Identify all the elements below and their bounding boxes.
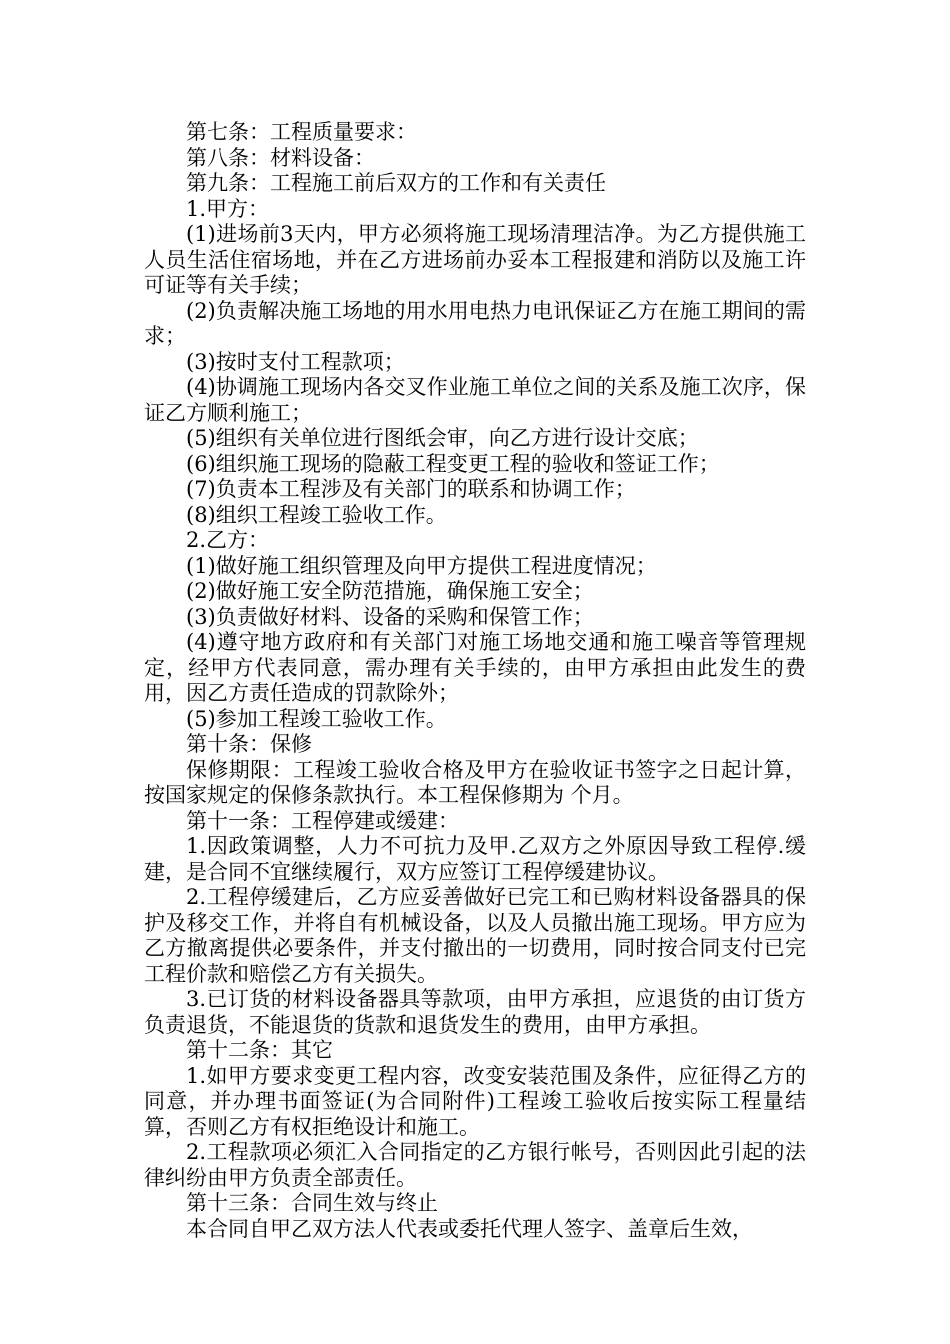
other-item-2: 2.工程款项必须汇入合同指定的乙方银行帐号，否则因此引起的法律纠纷由甲方负责全部责任。	[144, 1140, 806, 1190]
article-10-heading: 第十条：保修	[186, 732, 312, 756]
article-12-heading: 第十二条：其它	[186, 1038, 333, 1062]
party-b-item-2: (2)做好施工安全防范措施，确保施工安全；	[186, 579, 594, 603]
party-b-item-5: (5)参加工程竣工验收工作。	[186, 706, 447, 731]
party-a-item-1: (1)进场前3天内，甲方必须将施工现场清理洁净。为乙方提供施工人员生活住宿场地，并在乙方进场前办妥本工程报建和消防以及施工许可证等有关手续；	[144, 222, 806, 297]
document-body	[144, 120, 806, 1242]
article-7-heading: 第七条：工程质量要求：	[186, 120, 417, 144]
article-8-heading: 第八条：材料设备：	[186, 145, 375, 170]
party-a-item-8: (8)组织工程竣工验收工作。	[186, 502, 447, 527]
party-a-item-2: (2)负责解决施工场地的用水用电热力电讯保证乙方在施工期间的需求；	[144, 298, 806, 348]
party-b-heading: 2.乙方：	[186, 528, 270, 552]
party-b-item-3: (3)负责做好材料、设备的采购和保管工作；	[186, 604, 594, 629]
party-a-item-6: (6)组织施工现场的隐蔽工程变更工程的验收和签证工作；	[186, 451, 720, 476]
effectiveness-paragraph: 本合同自甲乙双方法人代表或委托代理人签字、盖章后生效，	[186, 1216, 753, 1241]
article-11-heading: 第十一条：工程停建或缓建：	[186, 808, 459, 833]
suspension-item-3: 3.已订货的材料设备器具等款项，由甲方承担，应退货的由订货方负责退货，不能退货的货款和退货发生的费用，由甲方承担。	[144, 987, 806, 1037]
article-13-heading: 第十三条：合同生效与终止	[186, 1191, 438, 1215]
warranty-paragraph: 保修期限：工程竣工验收合格及甲方在验收证书签字之日起计算，按国家规定的保修条款执行。本工程保修期为 个月。	[144, 757, 806, 807]
other-item-1: 1.如甲方要求变更工程内容，改变安装范围及条件，应征得乙方的同意，并办理书面签证(为合同附件)工程竣工验收后按实际工程量结算，否则乙方有权拒绝设计和施工。	[144, 1063, 806, 1139]
party-a-item-3: (3)按时支付工程款项；	[186, 349, 405, 374]
party-a-item-4: (4)协调施工现场内各交叉作业施工单位之间的关系及施工次序，保证乙方顺利施工；	[144, 375, 806, 425]
suspension-item-1: 1.因政策调整，人力不可抗力及甲.乙双方之外原因导致工程停.缓建，是合同不宜继续履行，双方应签订工程停缓建协议。	[144, 834, 806, 884]
article-9-heading: 第九条：工程施工前后双方的工作和有关责任	[186, 171, 606, 195]
party-b-item-4: (4)遵守地方政府和有关部门对施工场地交通和施工噪音等管理规定，经甲方代表同意，需办理有关手续的，由甲方承担由此发生的费用，因乙方责任造成的罚款除外；	[144, 630, 806, 705]
suspension-item-2: 2.工程停缓建后，乙方应妥善做好已完工和已购材料设备器具的保护及移交工作，并将自有机械设备，以及人员撤出施工现场。甲方应为乙方撤离提供必要条件，并支付撤出的一切费用，同时按合同支付已完工程价款和赔偿乙方有关损失。	[144, 885, 806, 986]
party-a-item-5: (5)组织有关单位进行图纸会审，向乙方进行设计交底；	[186, 426, 699, 450]
party-b-item-1: (1)做好施工组织管理及向甲方提供工程进度情况；	[186, 553, 657, 578]
party-a-heading: 1.甲方：	[186, 196, 270, 221]
party-a-item-7: (7)负责本工程涉及有关部门的联系和协调工作；	[186, 477, 636, 501]
